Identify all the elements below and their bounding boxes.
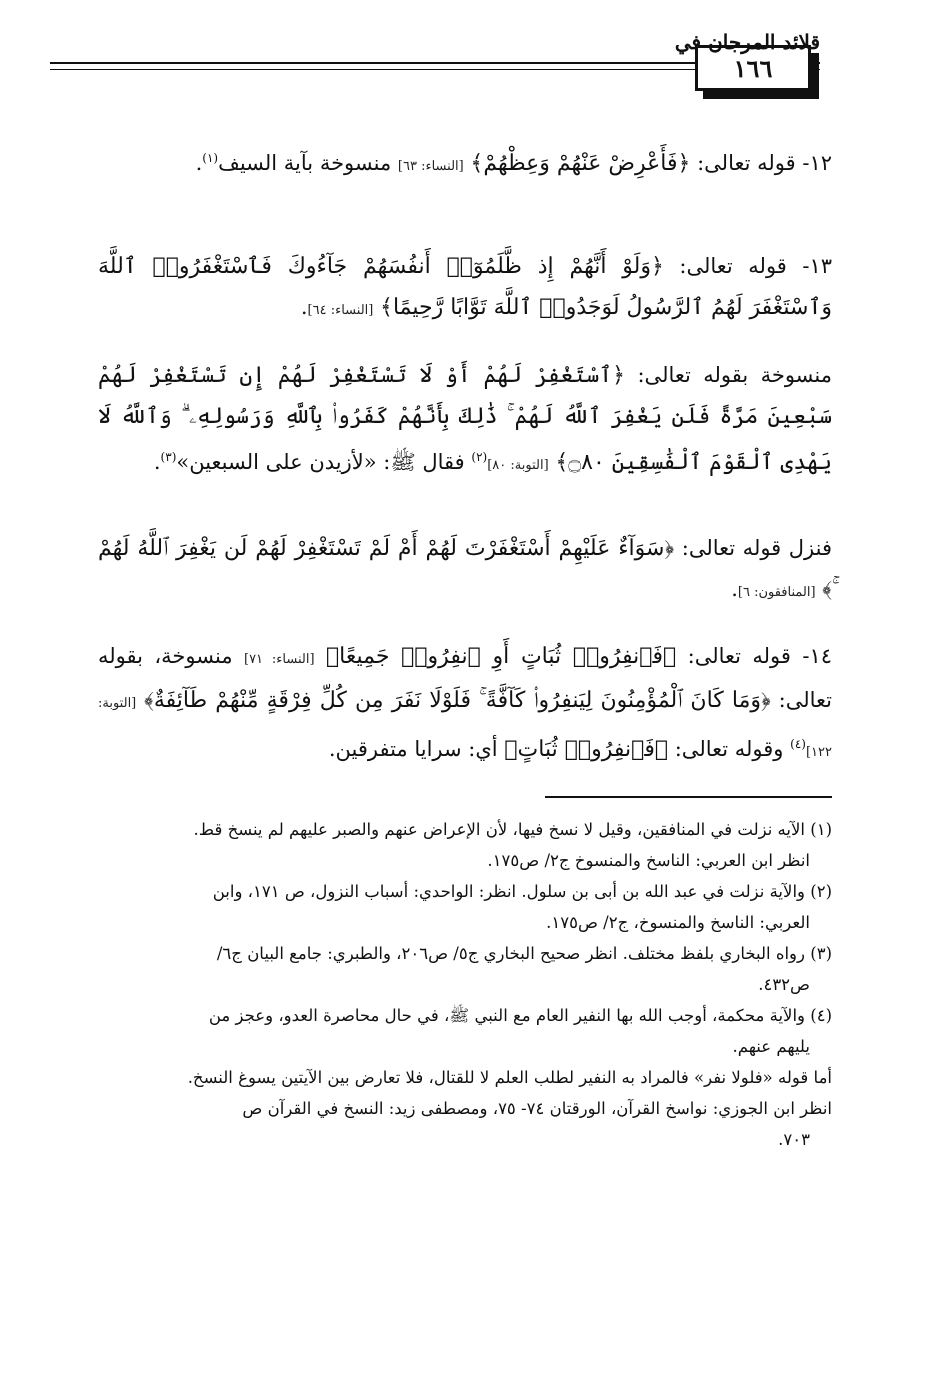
- quran-verse-2: ﴿وَمَا كَانَ ٱلْمُؤْمِنُونَ لِيَنفِرُوا۟ كَآفَّةً ۚ فَلَوْلَا نَفَرَ مِن كُلِّ فِرْقَةٍ مِّنْهُمْ طَآئِفَةٌ﴾: [144, 688, 771, 713]
- footnote-marker[interactable]: (٣): [160, 450, 177, 464]
- paragraph-abrogation: [98, 355, 832, 486]
- verse-reference: [التوبة: ٨٠]: [487, 458, 549, 473]
- paragraph-14: [98, 636, 832, 773]
- paragraph-13: [98, 246, 832, 331]
- period: .: [195, 151, 203, 175]
- period: .: [731, 577, 738, 601]
- lead-text-2: وقوله تعالى:: [674, 737, 784, 761]
- footnote-marker[interactable]: (٢): [471, 450, 488, 464]
- footnote-marker[interactable]: (١): [202, 151, 219, 165]
- footnotes: [98, 814, 832, 1155]
- verse-reference: [النساء: ٦٣]: [397, 159, 464, 174]
- quran-verse-3: ﴿فَٱنفِرُوا۟ ثُبَاتٍ﴾: [504, 737, 669, 762]
- verse-reference: [المنافقون: ٦]: [737, 585, 816, 600]
- ruling-text: منسوخة بآية السيف: [218, 151, 392, 175]
- quran-verse: ﴿فَٱنفِرُوا۟ ثُبَاتٍ أَوِ ٱنفِرُوا۟ جَمِيعًا﴾: [325, 644, 677, 669]
- period: .: [300, 295, 308, 319]
- lead-text: منسوخة بقوله تعالى:: [637, 363, 832, 387]
- hadith-quote: «لأزيدن على السبعين»: [176, 450, 377, 474]
- item-lead: ١٤- قوله تعالى:: [687, 644, 832, 668]
- verse-reference-2: [التوبة: ١٢٢]: [98, 696, 832, 760]
- footnote-4-source: انظر ابن الجوزي: نواسخ القرآن، الورقتان ٧٤- ٧٥، ومصطفى زيد: النسخ في القرآن ص: [242, 1099, 832, 1118]
- paragraph-12: [98, 138, 832, 187]
- page-number: ١٦٦: [695, 45, 811, 91]
- footnote-4: (٤) والآية محكمة، أوجب الله بها النفير العام مع النبي ﷺ، في حال محاصرة العدو، وعجز من: [208, 1006, 832, 1025]
- hadith-lead: فقال ﷺ:: [383, 450, 465, 474]
- explanation-text: أي: سرايا متفرقين.: [328, 737, 498, 761]
- period: .: [153, 450, 161, 474]
- verse-reference: [النساء: ٦٤]: [307, 303, 374, 318]
- ruling-text: منسوخة، بقوله تعالى:: [98, 644, 832, 712]
- footnote-marker[interactable]: (٤): [790, 737, 806, 751]
- quran-verse: ﴿سَوَآءٌ عَلَيْهِمْ أَسْتَغْفَرْتَ لَهُمْ أَمْ لَمْ تَسْتَغْفِرْ لَهُمْ لَن يَغْفِرَ ٱللَّهُ لَهُمْ ۚ﴾: [98, 536, 832, 602]
- footnote-3-cont: ص٤٣٢.: [758, 975, 810, 994]
- lead-text: فنزل قوله تعالى:: [681, 536, 832, 560]
- footnote-3: (٣) رواه البخاري بلفظ مختلف. انظر صحيح البخاري ج٥/ ص٢٠٦، والطبري: جامع البيان ج٦/: [216, 944, 832, 963]
- footnote-4-source-cont: ٧٠٣.: [778, 1130, 810, 1149]
- footnote-2: (٢) والآية نزلت في عبد الله بن أبى بن سلول. انظر: الواحدي: أسباب النزول، ص ١٧١، وابن: [212, 882, 832, 901]
- verse-reference: [النساء: ٧١]: [244, 652, 315, 667]
- footnote-4-cont: يليهم عنهم.: [732, 1037, 810, 1056]
- footnote-2-cont: العربي: الناسخ والمنسوخ، ج٢/ ص١٧٥.: [546, 913, 810, 932]
- item-lead: ١٢- قوله تعالى:: [697, 151, 832, 175]
- footnote-divider: [545, 796, 832, 798]
- quran-verse: ﴿ٱسْتَغْفِرْ لَهُمْ أَوْ لَا تَسْتَغْفِرْ لَهُمْ إِن تَسْتَغْفِرْ لَهُمْ سَبْعِينَ مَرَّةً فَلَن يَغْفِرَ ٱللَّهُ لَهُمْ ۚ ذَٰلِكَ بِأَنَّهُمْ كَفَرُوا۟ بِٱللَّهِ وَرَسُولِهِۦ ۗ وَٱللَّهُ لَا يَهْدِى ٱلْقَوْمَ ٱلْفَٰسِقِينَ ۝٨٠﴾: [98, 363, 832, 475]
- item-lead: ١٣- قوله تعالى:: [679, 254, 833, 278]
- footnote-4-note: أما قوله «فلولا نفر» فالمراد به النفير لطلب العلم لا للقتال، فلا تعارض بين الآيتين يسوغ النسخ.: [187, 1068, 832, 1087]
- quran-verse: ﴿وَلَوْ أَنَّهُمْ إِذ ظَّلَمُوٓا۟ أَنفُسَهُمْ جَآءُوكَ فَٱسْتَغْفَرُوا۟ ٱللَّهَ وَٱسْتَغْفَرَ لَهُمُ ٱلرَّسُولُ لَوَجَدُوا۟ ٱللَّهَ تَوَّابًا رَّحِيمًا﴾: [98, 254, 832, 320]
- footnote-1: (١) الآيه نزلت في المنافقين، وقيل لا نسخ فيها، لأن الإعراض عنهم والصبر عليهم لم ينسخ قط.: [193, 820, 832, 839]
- page-header: [50, 28, 820, 98]
- running-title: قلائد المرجان في: [674, 30, 820, 54]
- paragraph-revelation: [98, 528, 832, 613]
- quran-verse: ﴿فَأَعْرِضْ عَنْهُمْ وَعِظْهُمْ﴾: [470, 151, 691, 176]
- footnote-1-cont: انظر ابن العربي: الناسخ والمنسوخ ج٢/ ص١٧٥.: [487, 851, 810, 870]
